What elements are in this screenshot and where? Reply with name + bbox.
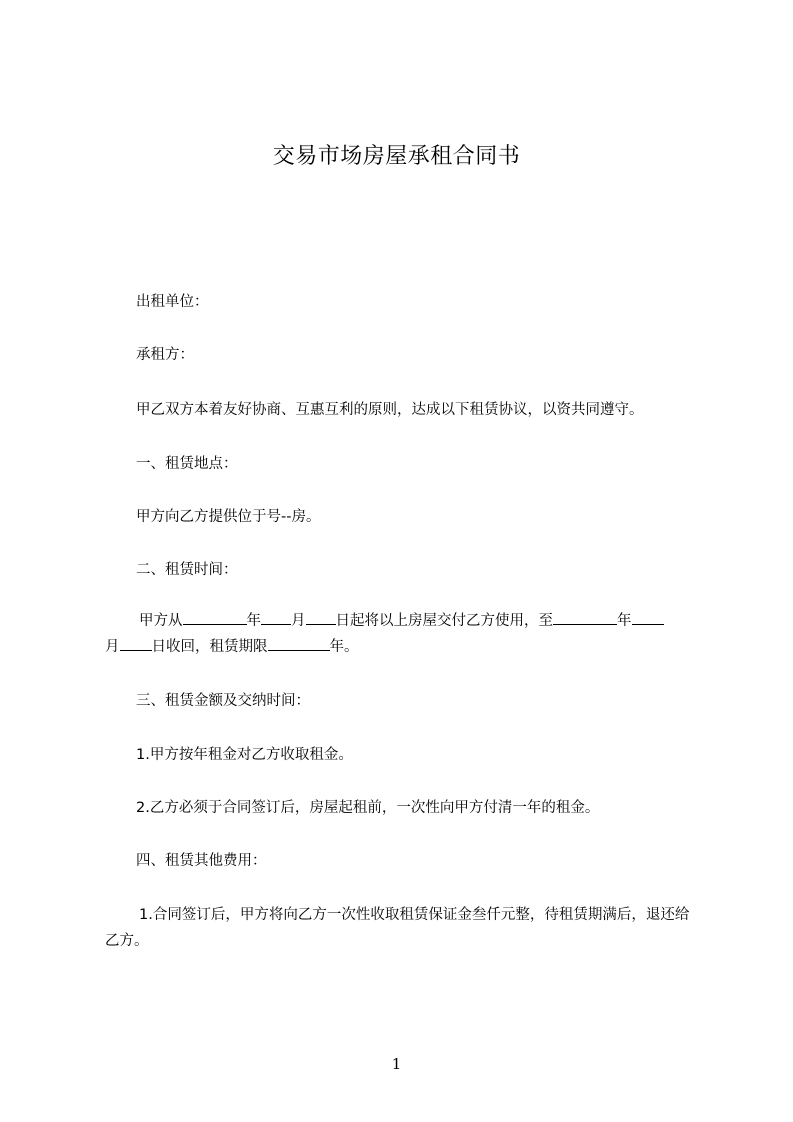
- section2-month: 月: [291, 613, 306, 629]
- section2-end-day-clause: 日收回，租赁期限: [151, 639, 268, 655]
- section1-heading: 一、租赁地点：: [136, 456, 238, 472]
- lessor-label: 出租单位：: [136, 294, 209, 310]
- blank-end-month-tail: [632, 609, 664, 625]
- section2-text-line1: [105, 608, 705, 634]
- section3-heading: 三、租赁金额及交纳时间：: [136, 693, 310, 709]
- section2-day-clause: 日起将以上房屋交付乙方使用，至: [335, 613, 553, 629]
- section2-text-line2: [105, 634, 705, 660]
- section2-from: 甲方从: [139, 613, 183, 629]
- section4-heading: 四、租赁其他费用：: [136, 853, 267, 869]
- section2-heading: 二、租赁时间：: [136, 562, 238, 578]
- blank-lease-term: [268, 635, 330, 651]
- preamble-paragraph: 甲乙双方本着友好协商、互惠互利的原则，达成以下租赁协议，以资共同遵守。: [136, 402, 644, 418]
- section2-term-unit: 年。: [329, 639, 359, 655]
- blank-start-day: [306, 609, 336, 625]
- page-number: 1: [391, 1055, 402, 1073]
- blank-start-year: [183, 609, 247, 625]
- section3-item1: 1.甲方按年租金对乙方收取租金。: [136, 747, 353, 763]
- section2-year: 年: [246, 613, 261, 629]
- blank-start-month: [261, 609, 291, 625]
- section3-item2: 2.乙方必须于合同签订后，房屋起租前，一次性向甲方付清一年的租金。: [136, 800, 600, 816]
- blank-end-day: [120, 635, 152, 651]
- section1-text: 甲方向乙方提供位于号--房。: [136, 509, 321, 525]
- document-title: 交易市场房屋承租合同书: [272, 144, 521, 169]
- blank-end-year: [553, 609, 617, 625]
- section4-item1: 1.合同签订后，甲方将向乙方一次性收取租赁保证金叁仟元整，待租赁期满后，退还给乙方。: [105, 907, 690, 949]
- section2-end-month: 月: [105, 639, 120, 655]
- section2-end-year: 年: [617, 613, 632, 629]
- lessee-label: 承租方：: [136, 347, 194, 363]
